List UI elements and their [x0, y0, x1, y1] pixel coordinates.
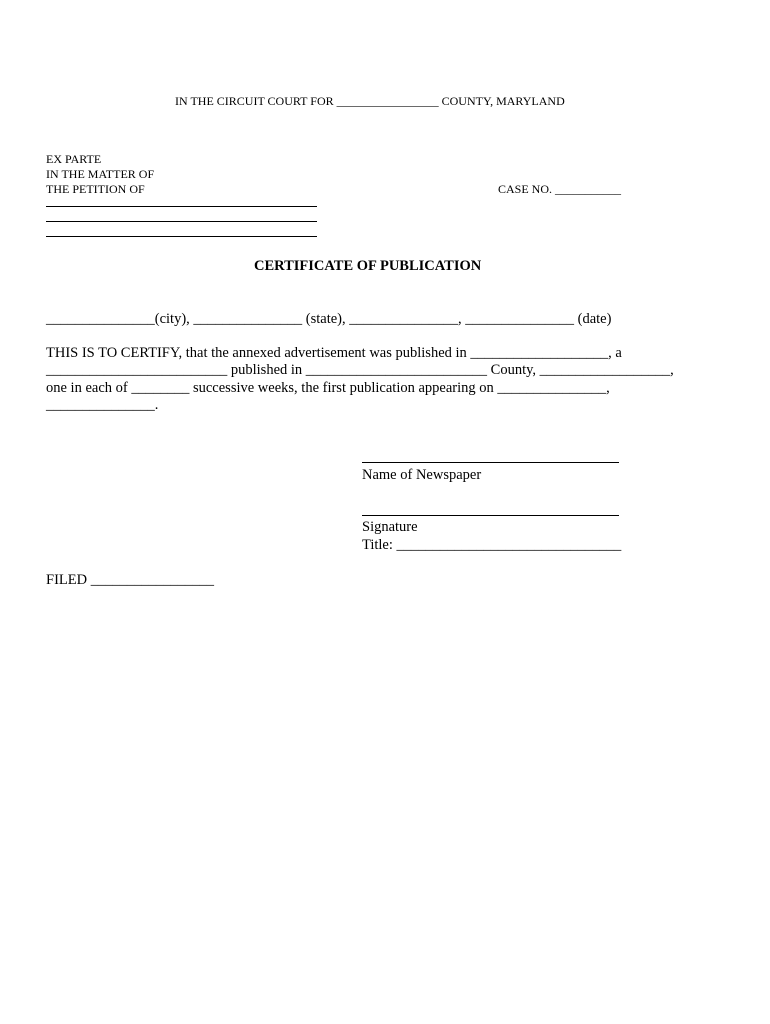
document-title: CERTIFICATE OF PUBLICATION — [254, 258, 482, 274]
certify-line-2: _________________________ published in _________________________ County, __________________, — [46, 362, 674, 378]
certify-line-1: THIS IS TO CERTIFY, that the annexed advertisement was published in ___________________, a — [46, 345, 622, 361]
newspaper-signature-line — [362, 462, 619, 463]
signature-label: Signature — [362, 519, 418, 535]
petitioner-line-3 — [46, 236, 317, 237]
newspaper-label: Name of Newspaper — [362, 467, 482, 483]
place-date-line: _______________(city), _______________ (state), _______________, _______________ (date) — [46, 311, 612, 327]
petitioner-line-2 — [46, 221, 317, 222]
certify-line-3: one in each of ________ successive weeks, the first publication appearing on _______________, — [46, 380, 610, 396]
petitioner-line-1 — [46, 206, 317, 207]
filed-line: FILED _________________ — [46, 572, 214, 588]
court-header: IN THE CIRCUIT COURT FOR _________________ COUNTY, MARYLAND — [175, 94, 565, 108]
caption-ex-parte: EX PARTE — [46, 152, 102, 166]
signature-line — [362, 515, 619, 516]
caption-matter-of: IN THE MATTER OF — [46, 167, 155, 181]
title-line: Title: _______________________________ — [362, 537, 622, 553]
certify-line-4: _______________. — [46, 397, 159, 413]
case-number: CASE NO. ___________ — [498, 182, 622, 196]
caption-petition-of: THE PETITION OF — [46, 182, 145, 196]
